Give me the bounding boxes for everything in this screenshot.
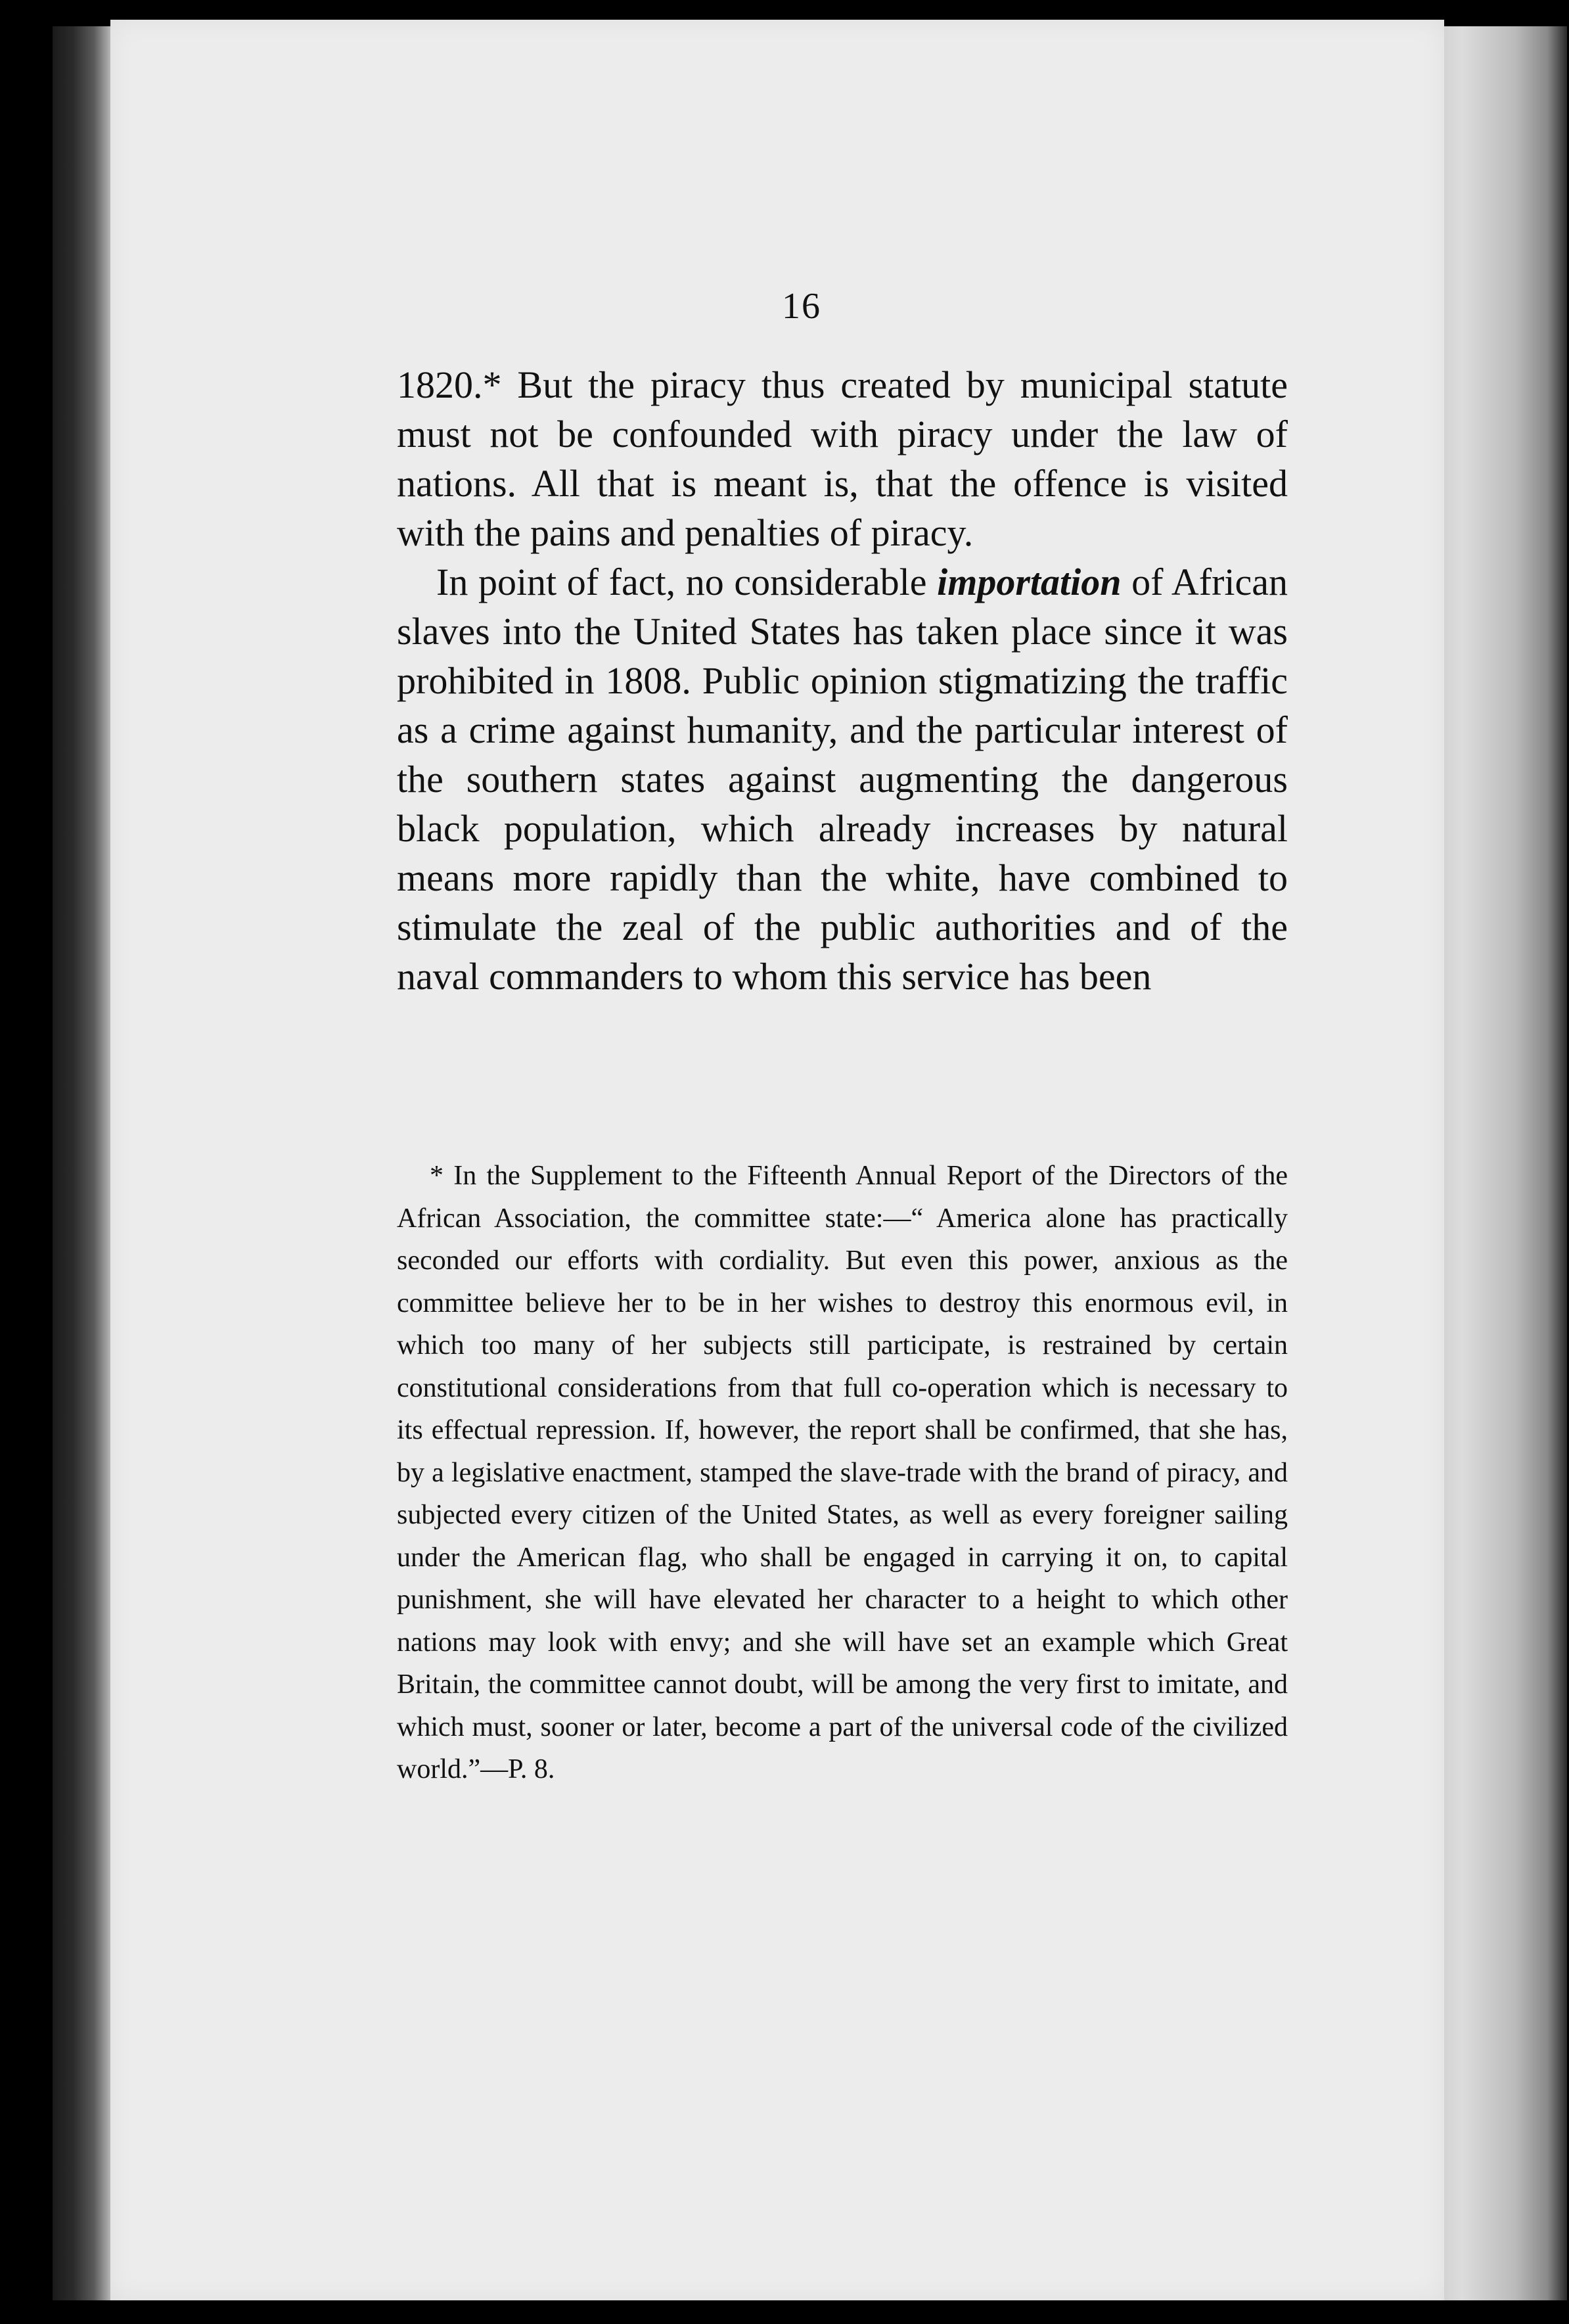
page-number: 16: [782, 286, 821, 327]
paragraph-1-text: But the piracy thus created by municipal statute must not be confounded with piracy under the law of nations. All that is meant is, that the offence is visited with the pains and penalties of piracy.: [397, 363, 1288, 554]
paragraph-2-after: of African slaves into the United States has taken place since it was prohibited in 1808. Public opinion stigmatizing the traffic as a crime against humanity, and the particular interest of the southern states against augmenting the dangerous black population, which already increases by natural means more rapidly than the white, have combined to stimulate the zeal of the public authorities and of the naval commanders to whom this service has been: [397, 561, 1288, 998]
page-stack-edge: [1436, 26, 1567, 2300]
book-spine-edge: [53, 26, 112, 2300]
footnote: * In the Supplement to the Fifteenth Annual Report of the Directors of the African Association, the committee state:—“ America alone has practically seconded our efforts with cordiality. But even this power, anxious as the committee believe her to be in her wishes to destroy this enormous evil, in which too many of her subjects still participate, is restrained by certain constitutional considerations from that full co-operation which is necessary to its effectual repression. If, however, the report shall be confirmed, that she has, by a legislative enactment, stamped the slave-trade with the brand of piracy, and subjected every citizen of the United States, as well as every foreigner sailing under the American flag, who shall be engaged in carrying it on, to capital punishment, she will have elevated her character to a height to which other nations may look with envy; and she will have set an example which Great Britain, the committee cannot doubt, will be among the very first to imitate, and which must, sooner or later, become a part of the universal code of the civilized world.”—P. 8.: [397, 1161, 1288, 1784]
paragraph-1: [397, 360, 1288, 557]
paragraph-2: [397, 557, 1288, 1001]
paragraph-2-before: In point of fact, no considerable: [436, 561, 938, 603]
paragraph-1-lead: 1820.*: [397, 363, 502, 406]
body-text: [397, 360, 1288, 1001]
paragraph-2-emphasis: importation: [937, 561, 1122, 603]
